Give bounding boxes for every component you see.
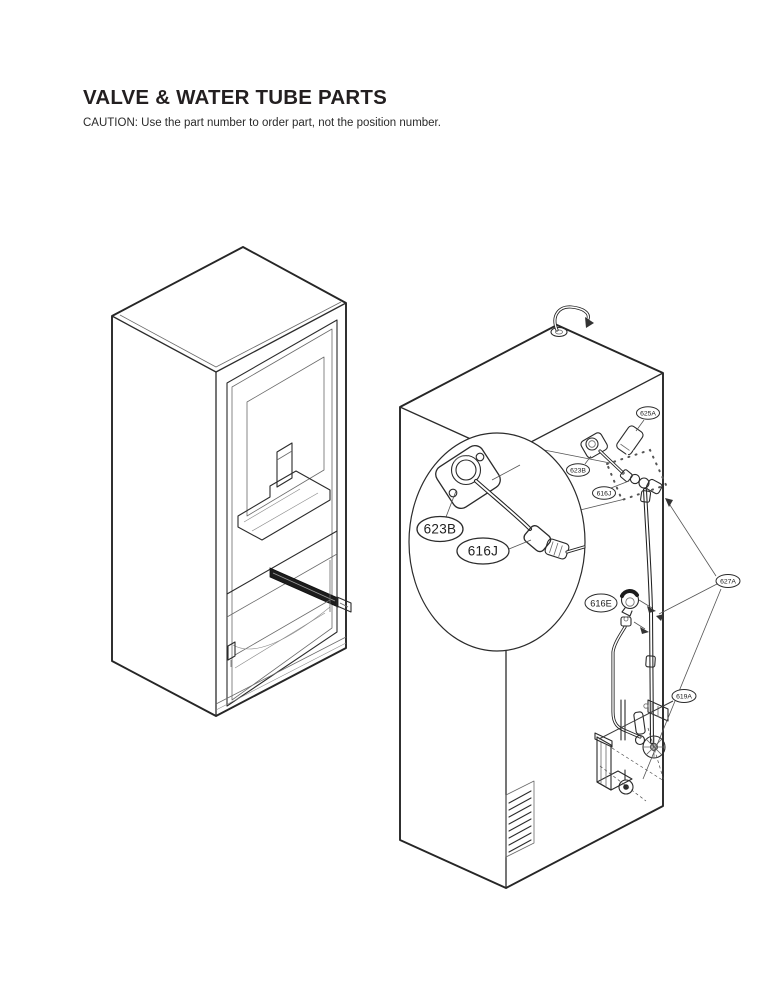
callout-616j[interactable] <box>593 487 616 500</box>
back-wall <box>247 357 324 516</box>
callout-616j-detail[interactable] <box>457 538 509 564</box>
callout-label: 623B <box>570 467 586 475</box>
callout-625a[interactable] <box>637 407 660 420</box>
refrigerator-front-view <box>112 247 351 716</box>
callout-label: 623B <box>423 521 457 537</box>
valve-assembly-619a <box>595 700 668 801</box>
callout-623b[interactable] <box>567 464 590 477</box>
hinge-bracket <box>228 642 235 660</box>
vent-grille <box>506 781 534 857</box>
callout-623b-detail[interactable] <box>417 517 463 542</box>
freezer-water-tube-rail <box>270 568 351 612</box>
callout-label: 625A <box>640 410 656 418</box>
callout-label: 627A <box>720 578 736 586</box>
inlet-valve-625a <box>615 424 645 475</box>
valve-coil <box>643 736 665 758</box>
mounting-bracket <box>595 733 632 790</box>
callout-627a[interactable] <box>716 575 740 588</box>
shelf <box>238 471 330 540</box>
callout-label: 616J <box>467 543 499 559</box>
caution-note: CAUTION: Use the part number to order part, not the position number. <box>83 117 441 129</box>
callout-label: 619A <box>676 693 692 701</box>
callout-619a[interactable] <box>672 690 696 703</box>
callout-616e[interactable] <box>585 594 617 612</box>
callout-label: 616J <box>596 490 612 498</box>
callout-label: 616E <box>590 598 612 609</box>
page-title: VALVE & WATER TUBE PARTS <box>83 86 387 109</box>
